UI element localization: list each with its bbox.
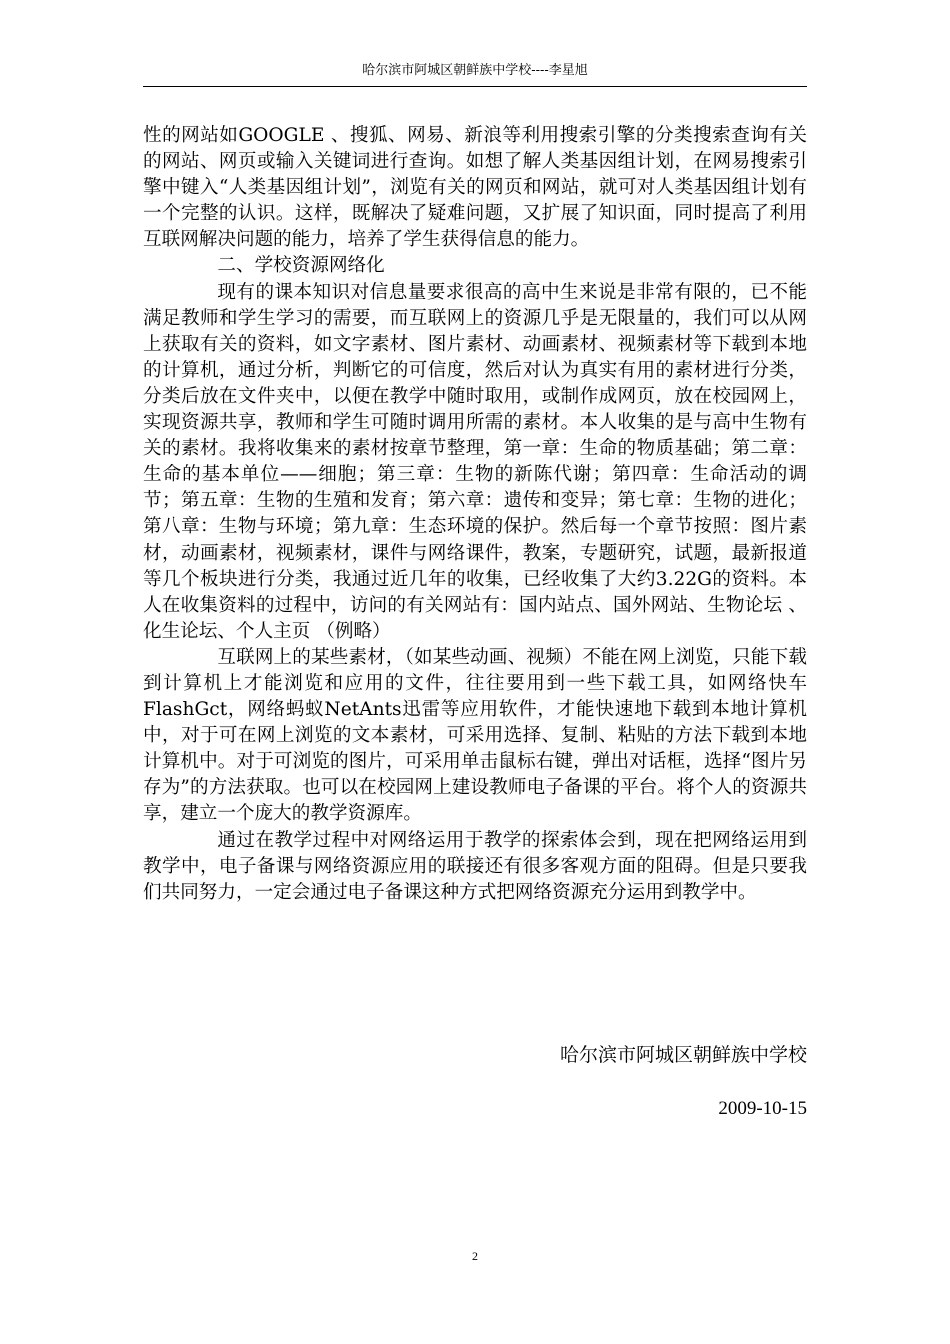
section-heading-resource-networking: 二、学校资源网络化 <box>217 255 385 277</box>
document-body <box>143 123 807 906</box>
paragraph-resource-collection: 现有的课本知识对信息量要求很高的高中生来说是非常有限的，已不能满足教师和学生学习的需要，而互联网上的资源几乎是无限量的，我们可以从网上获取有关的资料，如文字素材、图片素材、动画素材、视频素材等下载到本地的计算机，通过分析，判断它的可信度，然后对认为真实有用的素材进行分类，分类后放在文件夹中，以便在教学中随时取用，或制作成网页，放在校园网上，实现资源共享，教师和学生可随时调用所需的素材。本人收集的是与高中生物有关的素材。我将收集来的素材按章节整理，第一章：生命的物质基础；第二章：生命的基本单位——细胞；第三章：生物的新陈代谢；第四章：生命活动的调节；第五章：生物的生殖和发育；第六章：遗传和变异；第七章：生物的进化；第八章：生物与环境；第九章：生态环境的保护。然后每一个章节按照：图片素材，动画素材，视频素材，课件与网络课件，教案，专题研究，试题，最新报道等几个板块进行分类，我通过近几年的收集，已经收集了大约3.22G的资料。本人在收集资料的过程中，访问的有关网站有：国内站点、国外网站、生物论坛 、化生论坛、个人主页 （例略） <box>143 281 807 642</box>
page-number: 2 <box>472 1249 478 1263</box>
paragraph-search-engines: 性的网站如GOOGLE 、搜狐、网易、新浪等利用搜索引擎的分类搜索查询有关的网站、网页或输入关键词进行查询。如想了解人类基因组计划，在网易搜索引擎中键入“人类基因组计划”，浏览有关的网页和网站，就可对人类基因组计划有一个完整的认识。这样，既解决了疑难问题，又扩展了知识面，同时提高了利用互联网解决问题的能力，培养了学生获得信息的能力。 <box>143 125 807 251</box>
author-school-signature: 哈尔滨市阿城区朝鲜族中学校 <box>559 1045 807 1066</box>
paragraph-conclusion: 通过在教学过程中对网络运用于教学的探索体会到，现在把网络运用到教学中，电子备课与网络资源应用的联接还有很多客观方面的阻碍。但是只要我们共同努力，一定会通过电子备课这种方式把网络资源充分运用到教学中。 <box>143 829 807 903</box>
page-header: 哈尔滨市阿城区朝鲜族中学校----李星旭 <box>362 63 588 78</box>
document-date: 2009-10-15 <box>718 1098 807 1119</box>
header-divider <box>143 86 807 87</box>
paragraph-download-tools: 互联网上的某些素材，（如某些动画、视频）不能在网上浏览，只能下载到计算机上才能浏览和应用的文件，往往要用到一些下载工具，如网络快车FlashGct，网络蚂蚁NetAnts迅雷等应用软件，才能快速地下载到本地计算机中，对于可在网上浏览的文本素材，可采用选择、复制、粘贴的方法下载到本地计算机中。对于可浏览的图片，可采用单击鼠标右键，弹出对话框，选择“图片另存为”的方法获取。也可以在校园网上建设教师电子备课的平台。将个人的资源共享，建立一个庞大的教学资源库。 <box>143 646 807 825</box>
